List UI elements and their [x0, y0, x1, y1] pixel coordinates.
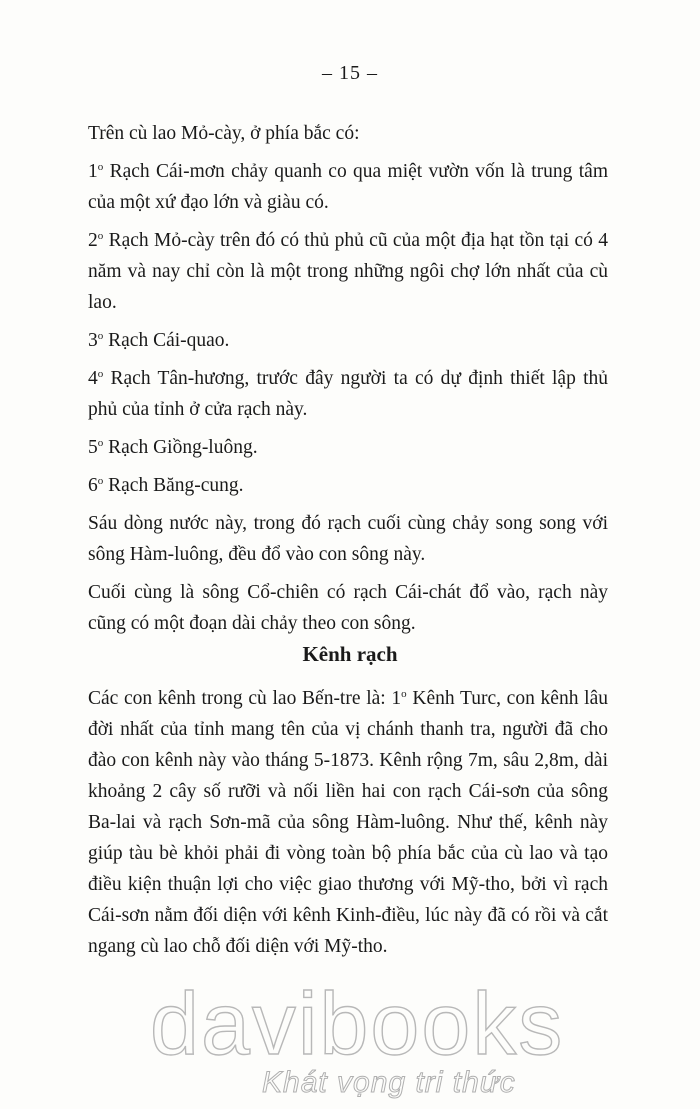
ordinal-mark: o — [97, 161, 104, 173]
item-number: 3 — [88, 330, 98, 351]
item-number: 4 — [88, 368, 98, 389]
ordinal-mark: o — [97, 230, 104, 242]
canal-text-start: Các con kênh trong cù lao Bến-tre là: 1 — [88, 688, 402, 709]
page-number: – 15 – — [322, 62, 378, 84]
watermark-brand: davibooks — [150, 974, 565, 1073]
canal-text-rest: Kênh Turc, con kênh lâu đời nhất của tỉnh mang tên của vị chánh thanh tra, người đã cho đào con kênh này vào tháng 5-1873. Kênh rộng 7m, sâu 2,8m, dài khoảng 2 cây số rưỡi và nối liền hai con rạch Cái-sơn của sông Ba-lai và rạch Sơn-mã của sông Hàm-luông. Như thế, kênh này giúp tàu bè khỏi phải đi vòng toàn bộ phía bắc của cù lao và tạo điều kiện thuận lợi cho việc giao thương với Mỹ-tho, bởi vì rạch Cái-sơn nằm đối diện với kênh Kinh-điều, lúc này đã có rồi và cắt ngang cù lao chỗ đối diện với Mỹ-tho. — [88, 688, 608, 957]
ordinal-mark: o — [97, 330, 104, 342]
item-text: Rạch Cái-quao. — [103, 330, 230, 351]
intro-paragraph: Trên cù lao Mỏ-cày, ở phía bắc có: — [88, 123, 360, 144]
canal-paragraph — [88, 683, 608, 962]
list-item — [88, 156, 608, 218]
item-text: Rạch Giồng-luông. — [103, 437, 258, 458]
item-number: 2 — [88, 230, 98, 251]
closing-paragraph: Cuối cùng là sông Cổ-chiên có rạch Cái-chát đổ vào, rạch này cũng có một đoạn dài chảy theo con sông. — [88, 582, 608, 634]
list-item — [88, 432, 608, 463]
ordinal-mark: o — [401, 688, 407, 700]
item-text: Rạch Băng-cung. — [103, 475, 244, 496]
list-item — [88, 470, 608, 501]
item-text: Rạch Cái-mơn chảy quanh co qua miệt vườn vốn là trung tâm của một xứ đạo lớn và giàu có. — [88, 161, 608, 213]
list-item — [88, 225, 608, 318]
ordinal-mark: o — [97, 368, 104, 380]
summary-paragraph: Sáu dòng nước này, trong đó rạch cuối cùng chảy song song với sông Hàm-luông, đều đổ vào con sông này. — [88, 513, 608, 565]
item-number: 6 — [88, 475, 98, 496]
list-item — [88, 363, 608, 425]
section-canals — [88, 683, 608, 969]
section-rivers — [88, 118, 608, 646]
item-number: 5 — [88, 437, 98, 458]
ordinal-mark: o — [97, 475, 104, 487]
watermark — [150, 976, 570, 1106]
watermark-tagline: Khát vọng tri thức — [262, 1066, 516, 1099]
list-item — [88, 325, 608, 356]
item-text: Rạch Tân-hương, trước đây người ta có dự định thiết lập thủ phủ của tỉnh ở cửa rạch này. — [88, 368, 608, 420]
item-number: 1 — [88, 161, 98, 182]
item-text: Rạch Mỏ-cày trên đó có thủ phủ cũ của một địa hạt tồn tại có 4 năm và nay chỉ còn là một trong những ngôi chợ lớn nhất của cù lao. — [88, 230, 608, 313]
section-heading: Kênh rạch — [302, 642, 398, 666]
ordinal-mark: o — [97, 437, 104, 449]
